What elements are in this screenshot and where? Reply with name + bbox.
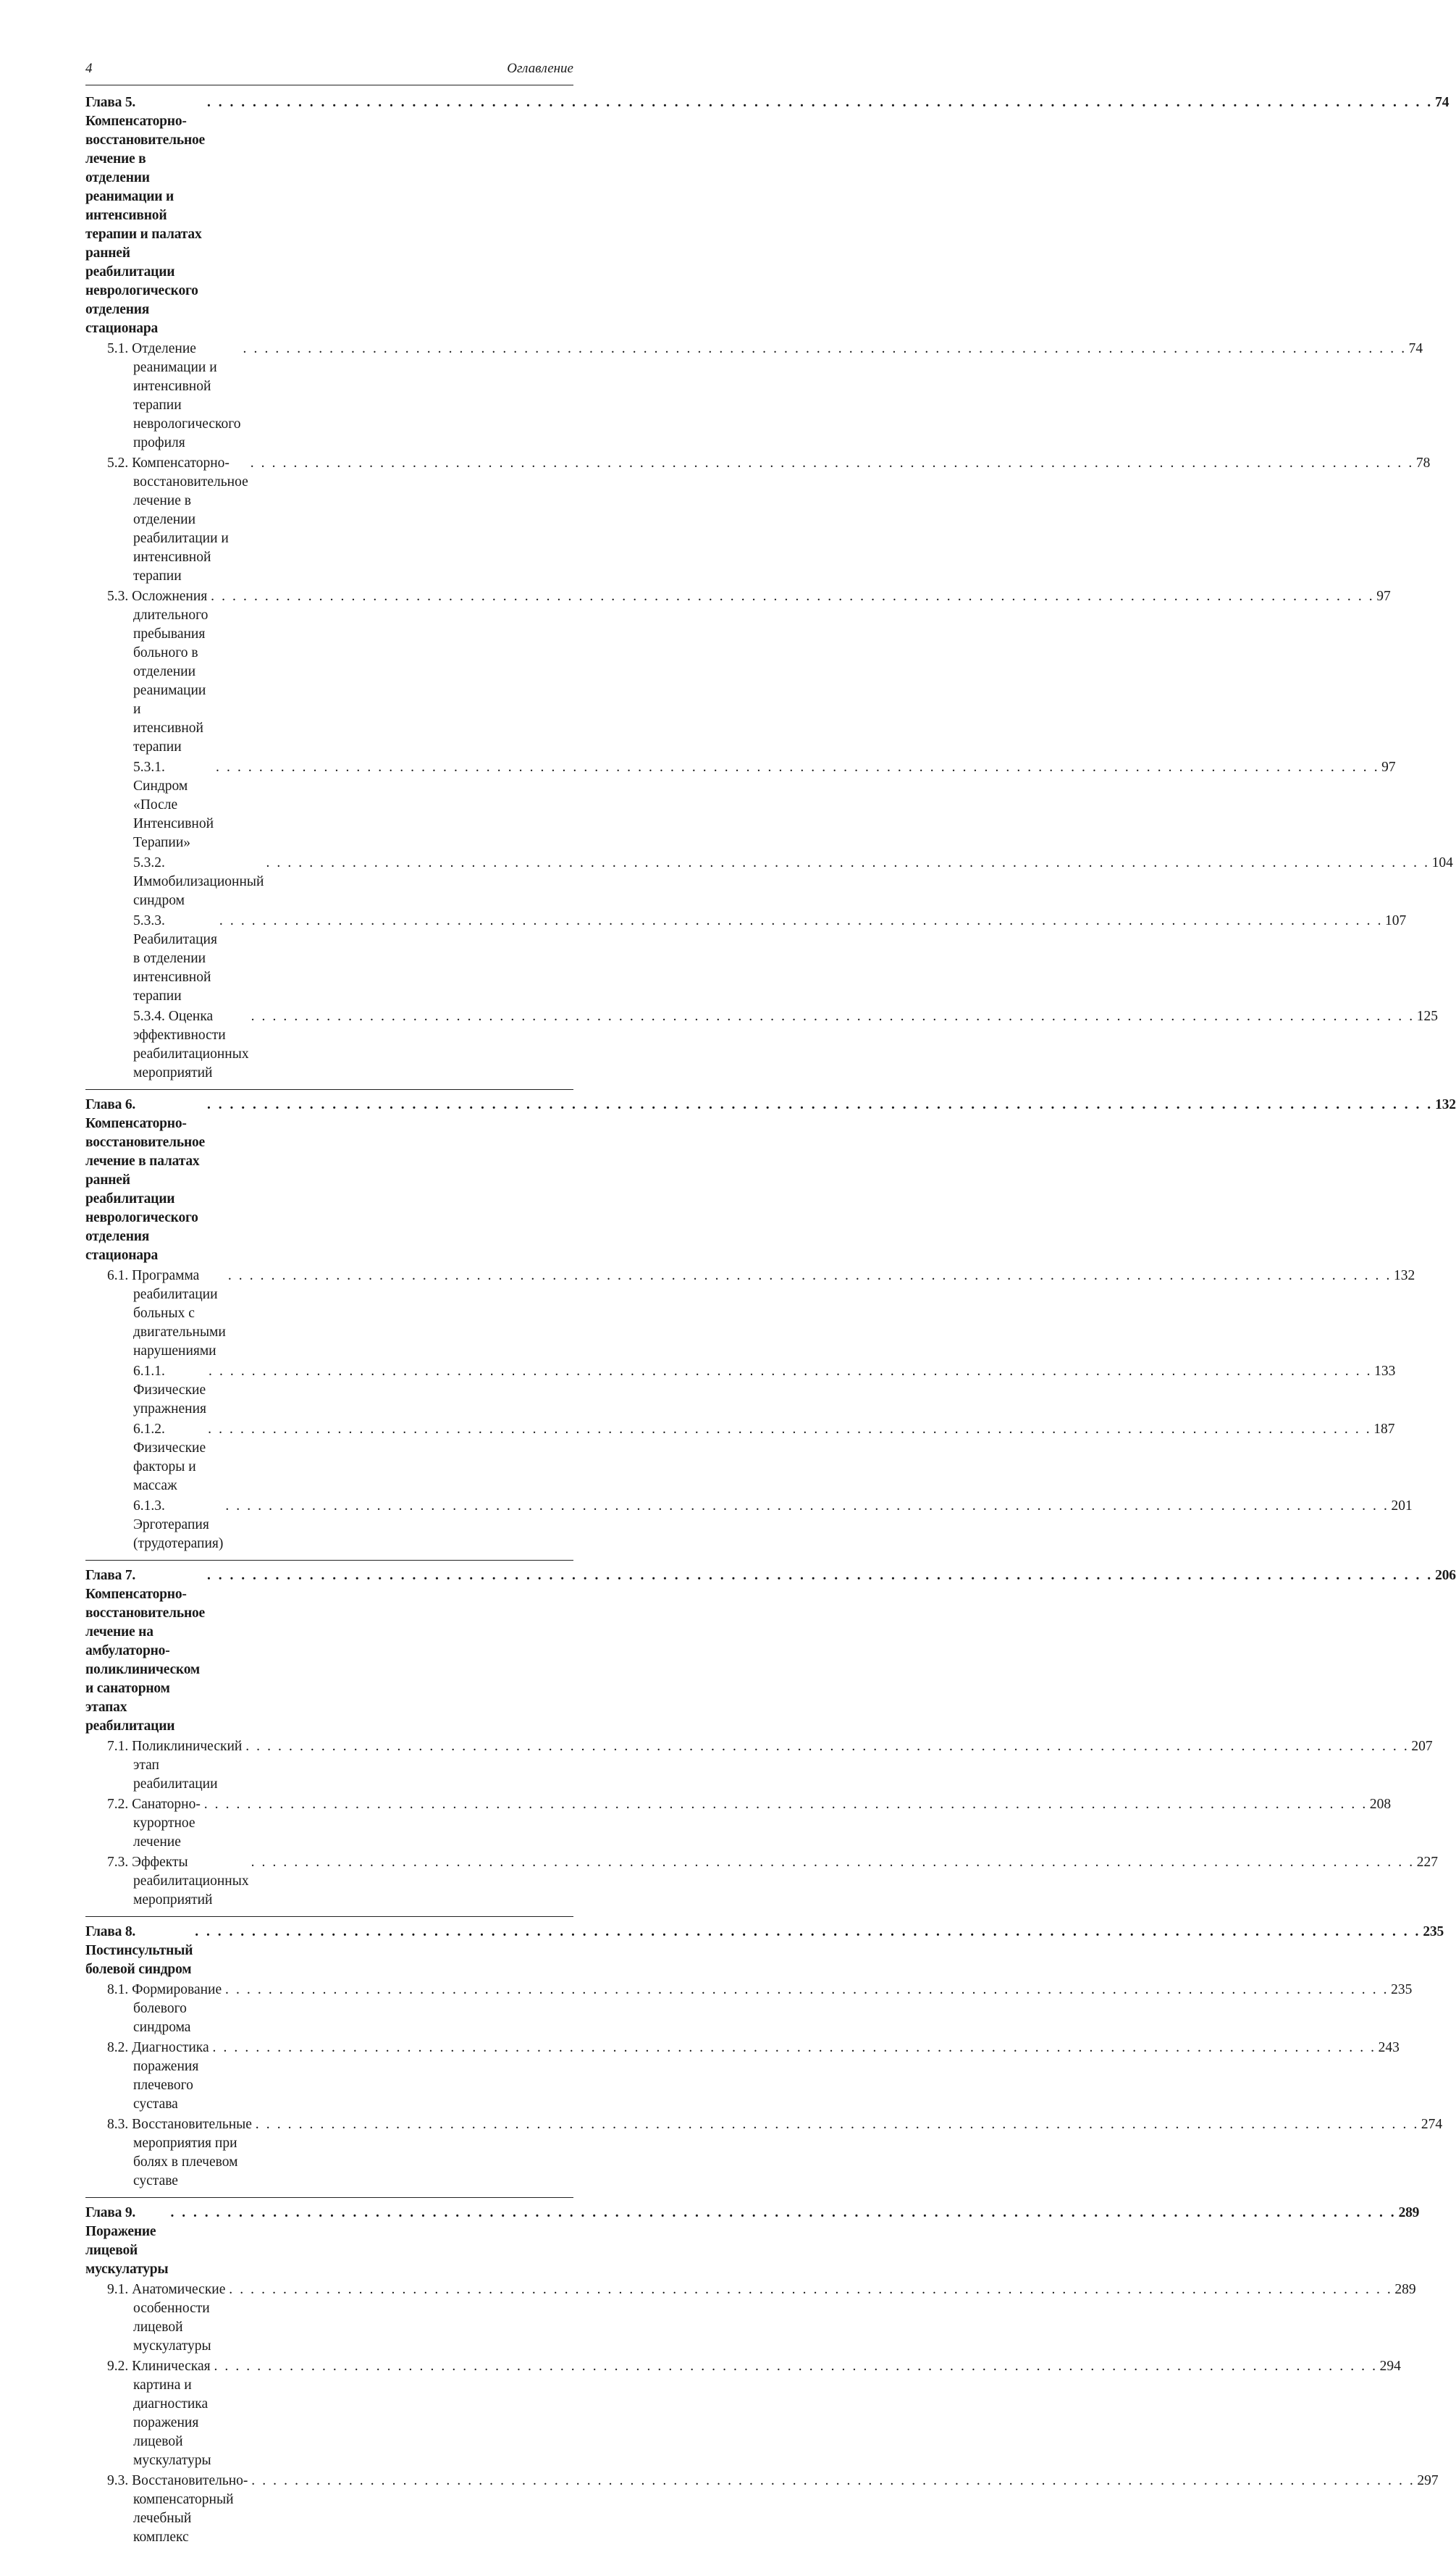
toc-subsection-entry[interactable] [85,854,1453,910]
leader-dots [243,340,1407,358]
toc-section-entry[interactable] [85,2115,1443,2191]
subsection-page: 97 [1381,760,1396,775]
toc-subsection-entry[interactable] [85,758,1396,852]
toc-chapter [85,1923,1444,2198]
toc-chapter [85,1566,1456,1917]
toc-chapter [85,2204,1439,2554]
leader-dots [211,587,1374,606]
toc-subsection-entry[interactable] [85,1420,1395,1495]
toc-section-entry[interactable] [85,587,1391,757]
toc-chapter-entry[interactable] [85,2204,1420,2279]
leader-dots [213,2039,1376,2057]
section-title: 6.1. Программа реабилитации больных с двигательными нарушениями [107,1268,226,1359]
section-page: 97 [1376,589,1391,604]
chapter-title: Глава 9. Поражение лицевой мускулатуры [85,2205,169,2277]
section-page: 294 [1379,2359,1401,2374]
toc-subsection-entry[interactable] [85,1497,1413,1553]
toc-section-entry[interactable] [85,2039,1400,2114]
leader-dots [208,1420,1371,1439]
toc-subsection-entry[interactable] [85,1362,1396,1419]
toc-chapter-entry[interactable] [85,1096,1456,1265]
section-page: 207 [1411,1739,1433,1754]
subsection-title: 5.3.1. Синдром «После Интенсивной Терапии» [133,760,214,850]
section-title: 9.1. Анатомические особенности лицевой мускулатуры [107,2282,226,2354]
leader-dots [170,2204,1396,2223]
chapter-page: 235 [1423,1924,1444,1939]
chapter-title: Глава 8. Постинсультный болевой синдром [85,1924,193,1977]
leader-dots [251,454,1414,473]
section-title: 5.1. Отделение реанимации и интенсивной терапии неврологического профиля [107,341,241,450]
leader-dots [225,1497,1389,1516]
section-title: 5.3. Осложнения длительного пребывания больного в отделении реанимации и итенсивной терапии [107,589,209,755]
section-page: 297 [1417,2473,1439,2488]
toc-section-entry[interactable] [85,454,1431,586]
subsection-title: 5.3.4. Оценка эффективности реабилитационных мероприятий [133,1009,249,1080]
subsection-page: 187 [1373,1422,1395,1437]
leader-dots [225,1981,1389,1999]
leader-dots [256,2115,1419,2134]
leader-dots [228,1267,1392,1285]
leader-dots [207,93,1433,112]
subsection-title: 5.3.3. Реабилитация в отделении интенсивной терапии [133,913,217,1004]
toc-chapter-entry[interactable] [85,1566,1456,1736]
subsection-page: 125 [1416,1009,1438,1024]
chapter-divider [85,1916,573,1917]
subsection-page: 133 [1374,1364,1396,1379]
subsection-page: 201 [1391,1498,1413,1514]
chapter-page: 206 [1435,1568,1456,1583]
toc-section-entry[interactable] [85,1981,1413,2037]
section-page: 243 [1378,2040,1400,2055]
section-title: 5.2. Компенсаторно-восстановительное лечение в отделении реабилитации и интенсивной терапии [107,456,248,584]
toc-section-entry[interactable] [85,2280,1416,2356]
toc-chapter-entry[interactable] [85,93,1449,338]
toc-section-entry[interactable] [85,1267,1415,1361]
chapter-title: Глава 7. Компенсаторно-восстановительное лечение на амбулаторно-поликлиническом и санаторном этапах реабилитации [85,1568,206,1734]
section-page: 235 [1391,1982,1413,1997]
section-title: 9.2. Клиническая картина и диагностика поражения лицевой мускулатуры [107,2359,211,2468]
leader-dots [266,854,1429,873]
subsection-title: 6.1.3. Эрготерапия (трудотерапия) [133,1498,224,1551]
subsection-title: 6.1.2. Физические факторы и массаж [133,1422,206,1493]
toc-section-entry[interactable] [85,2472,1439,2547]
section-title: 7.3. Эффекты реабилитационных мероприятий [107,1855,249,1908]
leader-dots [251,1007,1415,1026]
chapter-page: 74 [1435,95,1449,110]
leader-dots [245,1737,1409,1756]
table-of-contents [85,93,1456,2560]
section-title: 8.1. Формирование болевого синдрома [107,1982,222,2035]
toc-section-entry[interactable] [85,1795,1392,1852]
leader-dots [216,758,1379,777]
toc-chapter [85,1096,1456,1561]
toc-section-entry[interactable] [85,2357,1401,2470]
leader-dots [209,1362,1372,1381]
subsection-title: 6.1.1. Физические упражнения [133,1364,206,1417]
toc-subsection-entry[interactable] [85,1007,1438,1083]
leader-dots [214,2357,1377,2376]
page-number: 4 [85,61,93,76]
subsection-page: 107 [1385,913,1407,928]
toc-section-entry[interactable] [85,1853,1438,1910]
running-head: Оглавление [507,61,573,76]
section-title: 7.2. Санаторно-курортное лечение [107,1797,201,1850]
toc-chapter [85,93,1453,1090]
leader-dots [204,1795,1368,1814]
leader-dots [195,1923,1421,1942]
chapter-divider [85,1089,573,1090]
leader-dots [219,912,1383,931]
leader-dots [251,2472,1415,2490]
toc-chapter-entry[interactable] [85,1923,1444,1979]
section-title: 7.1. Поликлинический этап реабилитации [107,1739,243,1792]
section-page: 274 [1421,2117,1443,2132]
chapter-divider [85,2197,573,2198]
section-title: 9.3. Восстановительно-компенсаторный лечебный комплекс [107,2473,248,2545]
subsection-title: 5.3.2. Иммобилизационный синдром [133,855,264,908]
section-page: 78 [1415,456,1431,471]
leader-dots [229,2280,1392,2299]
toc-section-entry[interactable] [85,340,1423,453]
page-header [85,61,573,83]
section-page: 74 [1408,341,1423,356]
chapter-page: 289 [1398,2205,1420,2220]
section-title: 8.3. Восстановительные мероприятия при болях в плечевом суставе [107,2117,252,2188]
subsection-page: 104 [1431,855,1453,870]
chapter-title: Глава 5. Компенсаторно-восстановительное лечение в отделении реанимации и интенсивной терапии и палатах ранней реабилитации неврологического отделения стационара [85,95,206,336]
chapter-title: Глава 6. Компенсаторно-восстановительное лечение в палатах ранней реабилитации неврологического отделения стационара [85,1097,206,1263]
section-page: 132 [1393,1268,1415,1283]
leader-dots [207,1566,1433,1585]
section-page: 289 [1394,2282,1416,2297]
section-title: 8.2. Диагностика поражения плечевого сустава [107,2040,209,2112]
leader-dots [251,1853,1415,1872]
chapter-divider [85,1560,573,1561]
toc-section-entry[interactable] [85,1737,1433,1794]
chapter-page: 132 [1435,1097,1456,1112]
section-page: 208 [1369,1797,1392,1812]
toc-subsection-entry[interactable] [85,912,1407,1006]
section-page: 227 [1416,1855,1438,1870]
leader-dots [207,1096,1433,1115]
